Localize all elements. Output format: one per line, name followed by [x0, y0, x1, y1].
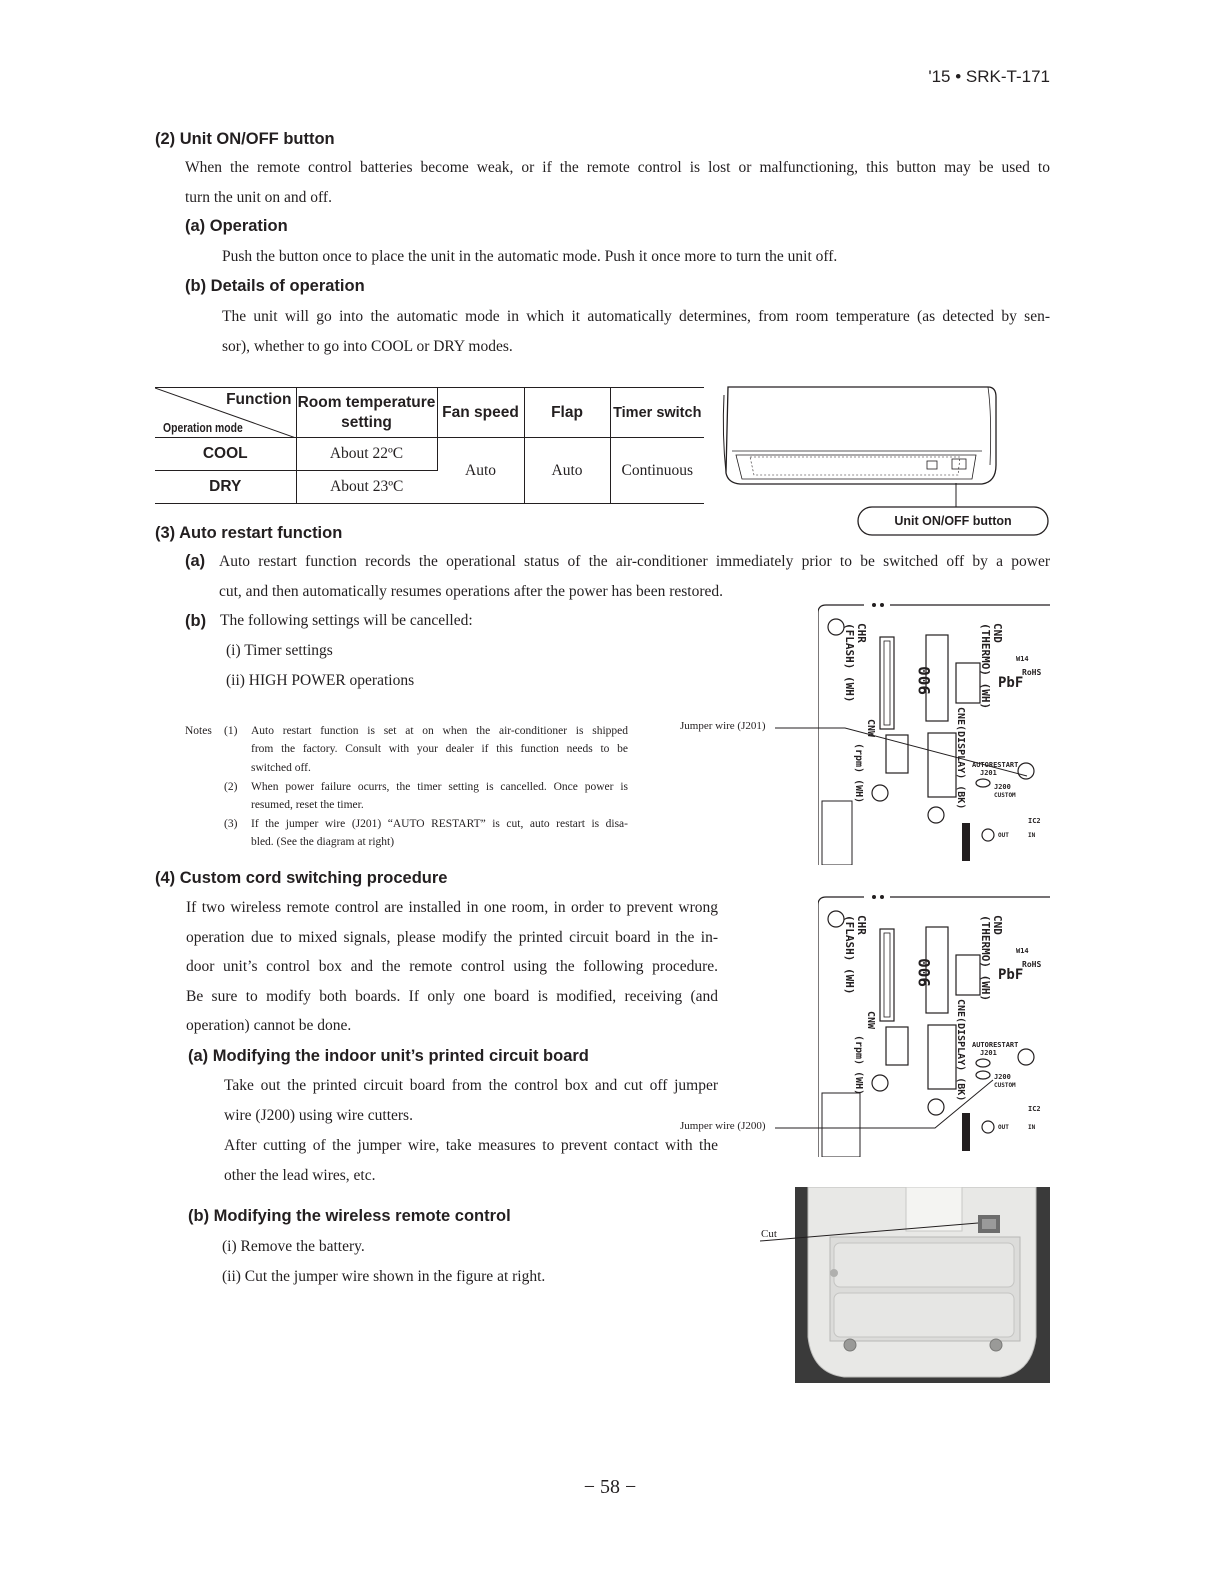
subsection-4a-line1: Take out the printed circuit board from the control box and cut off jumper	[224, 1077, 718, 1094]
section-4-line1: If two wireless remote control are installed in one room, in order to prevent wrong	[186, 899, 718, 916]
pcb2-j201: J201	[980, 1049, 997, 1057]
pcb2-pbf: PbF	[998, 967, 1024, 983]
pcb1-out: OUT	[998, 832, 1009, 839]
note-3-line2: bled. (See the diagram at right)	[251, 836, 395, 848]
pcb2-w14: W14	[1016, 947, 1029, 955]
page-number: − 58 −	[583, 1476, 637, 1498]
pcb2-chw: CNW	[865, 1011, 876, 1030]
pcb2-in: IN	[1028, 1124, 1036, 1131]
pcb1-autorestart: AUTORESTART	[972, 761, 1019, 769]
section-4-line4: Be sure to modify both boards. If only one board is modified, receiving (and	[186, 988, 718, 1005]
indoor-unit-illustration	[720, 385, 1055, 540]
pcb2-ic2: IC2	[1028, 1105, 1041, 1113]
pcb2-rpm: (rpm) (WH)	[853, 1035, 864, 1096]
subsection-2b-line1: The unit will go into the automatic mode in which it automatically determines, from room temperature (as detected by sen-	[222, 308, 1050, 325]
document-id: '15 • SRK-T-171	[928, 67, 1050, 86]
note-2-num: (2)	[224, 781, 238, 793]
subsection-2b-title: (b) Details of operation	[185, 277, 365, 295]
section-2-title: (2) Unit ON/OFF button	[155, 130, 335, 148]
table-corner-cell	[155, 388, 296, 438]
subsection-4a-title: (a) Modifying the indoor unit’s printed circuit board	[188, 1047, 589, 1065]
subsection-4b-item1: (i) Remove the battery.	[222, 1238, 365, 1255]
header-fan-speed: Fan speed	[437, 388, 524, 438]
section-3-title: (3) Auto restart function	[155, 524, 343, 542]
section-4-title: (4) Custom cord switching procedure	[155, 869, 448, 887]
pcb2-custom: CUSTOM	[994, 1082, 1016, 1089]
pcb-diagram-j200	[818, 895, 1050, 1157]
note-3-line1: If the jumper wire (J201) “AUTO RESTART” is cut, auto restart is disa-	[251, 818, 628, 830]
section-4-line5: operation) cannot be done.	[186, 1017, 352, 1034]
section-4-line3: door unit’s control box and the remote control using the following procedure.	[186, 958, 718, 975]
header-flap: Flap	[524, 388, 610, 438]
pcb1-chr: CHR	[855, 623, 868, 643]
mode-dry: DRY	[155, 471, 296, 504]
subsection-3a-line1: Auto restart function records the operational status of the air-conditioner immediately prior to be switched off by a power	[219, 553, 1050, 570]
pcb1-thermo: (THERMO) (WH)	[979, 623, 992, 710]
temp-cool: About 22ºC	[296, 438, 437, 471]
subsection-3b-label: (b)	[185, 612, 207, 630]
cut-label: Cut	[761, 1228, 777, 1240]
unit-onoff-label: Unit ON/OFF button	[894, 514, 1012, 528]
subsection-3a-line2: cut, and then automatically resumes operations after the power has been restored.	[219, 583, 723, 600]
jumper-j201-label: Jumper wire (J201)	[680, 720, 766, 732]
note-1-line1: Auto restart function is set at on when the air-conditioner is shipped	[251, 725, 628, 737]
subsection-3b-text: The following settings will be cancelled:	[220, 612, 473, 629]
note-3-num: (3)	[224, 818, 238, 830]
fan-speed-value: Auto	[437, 438, 524, 504]
pcb2-cne: CNE(DISPLAY) (BK)	[955, 999, 966, 1102]
section-4-line2: operation due to mixed signals, please modify the printed circuit board in the in-	[186, 929, 718, 946]
pcb1-j200: J200	[994, 783, 1011, 791]
corner-function-label: Function	[226, 391, 292, 408]
cancelled-item-high-power: (ii) HIGH POWER operations	[226, 672, 415, 689]
subsection-4a-line2: wire (J200) using wire cutters.	[224, 1107, 413, 1124]
pcb2-autorestart: AUTORESTART	[972, 1041, 1019, 1049]
pcb1-custom: CUSTOM	[994, 792, 1016, 799]
pcb1-rohs: RoHS	[1022, 668, 1042, 677]
operation-table	[155, 387, 704, 504]
note-1-num: (1)	[224, 725, 238, 737]
pcb1-900: 900	[915, 666, 934, 695]
mode-cool: COOL	[155, 438, 296, 471]
subsection-2a-text: Push the button once to place the unit in the automatic mode. Push it once more to turn the unit off.	[222, 248, 838, 265]
table-row	[155, 438, 704, 471]
header-timer-switch: Timer switch	[613, 404, 702, 421]
header-room-temp-line1: Room temperature	[297, 393, 436, 411]
corner-mode-label: Operation mode	[163, 420, 243, 435]
note-1-line3: switched off.	[251, 762, 311, 774]
flap-value: Auto	[524, 438, 610, 504]
pcb2-cnd: CND	[991, 915, 1004, 935]
pcb2-900: 900	[915, 958, 934, 987]
subsection-4a-line3: After cutting of the jumper wire, take measures to prevent contact with the	[224, 1137, 718, 1154]
header-room-temp	[296, 388, 437, 438]
section-2-intro-line2: turn the unit on and off.	[185, 189, 332, 206]
pcb1-cnd: CND	[991, 623, 1004, 643]
timer-value: Continuous	[621, 461, 693, 479]
pcb1-flash: (FLASH) (WH)	[843, 623, 856, 703]
pcb2-j200: J200	[994, 1073, 1011, 1081]
subsection-2a-title: (a) Operation	[185, 217, 288, 235]
temp-dry: About 23ºC	[330, 478, 404, 495]
notes-label: Notes	[185, 725, 212, 737]
remote-control-photo	[760, 1187, 1050, 1383]
cancelled-item-timer: (i) Timer settings	[226, 642, 333, 659]
note-2-line2: resumed, reset the timer.	[251, 799, 364, 811]
subsection-4a-line4: other the lead wires, etc.	[224, 1167, 376, 1184]
pcb2-out: OUT	[998, 1124, 1009, 1131]
pcb1-ic2: IC2	[1028, 817, 1041, 825]
pcb1-w14: W14	[1016, 655, 1029, 663]
pcb1-j201: J201	[980, 769, 997, 777]
jumper-j200-label: Jumper wire (J200)	[680, 1120, 766, 1132]
note-1-line2: from the factory. Consult with your dealer if this function needs to be	[251, 743, 628, 755]
pcb1-chw: CNW	[865, 719, 876, 738]
section-2-intro-line1: When the remote control batteries become weak, or if the remote control is lost or malfunctioning, this button may be used to	[185, 159, 1050, 176]
subsection-3a-label: (a)	[185, 552, 206, 570]
subsection-4b-item2: (ii) Cut the jumper wire shown in the figure at right.	[222, 1268, 546, 1285]
pcb1-cne: CNE(DISPLAY) (BK)	[955, 707, 966, 810]
subsection-4b-title: (b) Modifying the wireless remote control	[188, 1207, 511, 1225]
pcb1-pbf: PbF	[998, 675, 1024, 691]
pcb1-rpm: (rpm) (WH)	[853, 743, 864, 804]
pcb2-chr: CHR	[855, 915, 868, 935]
pcb2-rohs: RoHS	[1022, 960, 1042, 969]
subsection-2b-line2: sor), whether to go into COOL or DRY modes.	[222, 338, 513, 355]
pcb2-flash: (FLASH) (WH)	[843, 915, 856, 995]
header-room-temp-line2: setting	[341, 413, 392, 431]
pcb2-thermo: (THERMO) (WH)	[979, 915, 992, 1002]
pcb-diagram-j201	[818, 603, 1050, 865]
pcb1-in: IN	[1028, 832, 1036, 839]
note-2-line1: When power failure ocurrs, the timer setting is cancelled. Once power is	[251, 781, 628, 793]
